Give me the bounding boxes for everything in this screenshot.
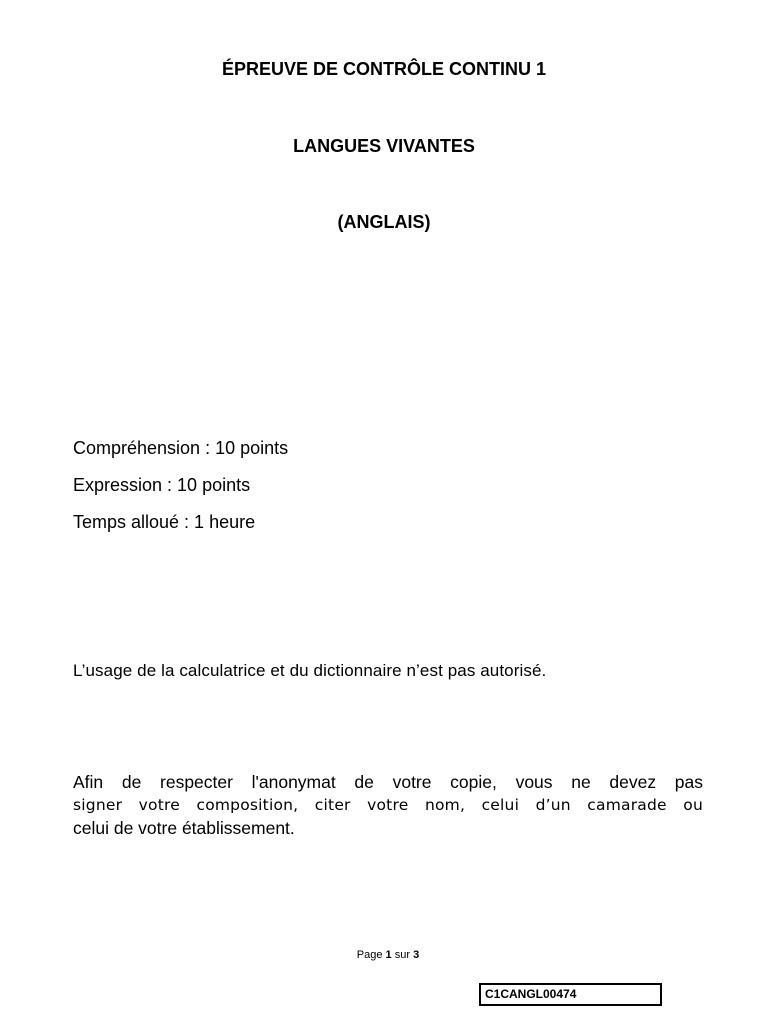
time-allowed: Temps alloué : 1 heure xyxy=(73,512,256,532)
anonymity-notice-line-2: signer votre composition, citer votre nom, celui d’un camarade ou xyxy=(73,796,703,814)
document-code: C1CANGL00474 xyxy=(485,987,577,1001)
calculator-notice: L’usage de la calculatrice et du dictionnaire n’est pas autorisé. xyxy=(73,661,547,680)
page-current: 1 xyxy=(385,949,392,961)
anonymity-notice-line-1: Afin de respecter l'anonymat de votre copie, vous ne devez pas xyxy=(73,772,703,792)
exam-language: (ANGLAIS) xyxy=(337,212,431,232)
anonymity-notice-line-3: celui de votre établissement. xyxy=(73,818,295,838)
scoring-expression: Expression : 10 points xyxy=(73,475,251,495)
scoring-list xyxy=(73,437,288,548)
document-code-box xyxy=(479,983,662,1006)
anonymity-notice xyxy=(73,771,703,840)
page-total: 3 xyxy=(413,949,420,961)
page-separator: sur xyxy=(394,949,411,961)
page-number xyxy=(0,948,768,962)
exam-title: ÉPREUVE DE CONTRÔLE CONTINU 1 xyxy=(221,59,547,79)
exam-subtitle: LANGUES VIVANTES xyxy=(293,136,475,156)
scoring-comprehension: Compréhension : 10 points xyxy=(73,438,289,458)
page-prefix: Page xyxy=(356,949,383,961)
